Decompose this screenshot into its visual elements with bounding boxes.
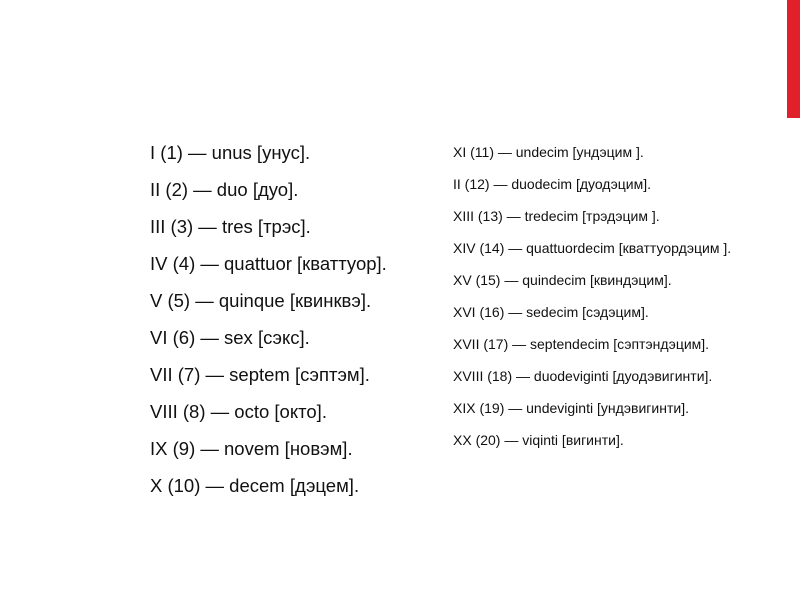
list-item: XX (20) — viqinti [вигинти]. bbox=[453, 432, 624, 448]
list-item: I (1) — unus [унус]. bbox=[150, 142, 311, 163]
list-item: XVIII (18) — duodeviginti [дуодэвигинти]. bbox=[453, 368, 713, 384]
list-item: XIV (14) — quattuordecim [кваттуордэцим ]. bbox=[453, 240, 732, 256]
list-item: VII (7) — septem [сэптэм]. bbox=[150, 364, 370, 385]
list-item: IV (4) — quattuor [кваттуор]. bbox=[150, 253, 387, 274]
list-item: XV (15) — quindecim [квиндэцим]. bbox=[453, 272, 672, 288]
list-item: X (10) — decem [дэцем]. bbox=[150, 475, 360, 496]
list-item: VI (6) — sex [сэкс]. bbox=[150, 327, 310, 348]
numerals-list-1-10 bbox=[150, 141, 450, 511]
list-item: II (2) — duo [дуо]. bbox=[150, 179, 299, 200]
accent-bar bbox=[787, 0, 800, 118]
list-item: XVII (17) — septendecim [сэптэндэцим]. bbox=[453, 336, 710, 352]
list-item: III (3) — tres [трэс]. bbox=[150, 216, 311, 237]
list-item: XVI (16) — sedecim [сэдэцим]. bbox=[453, 304, 649, 320]
list-item: XIX (19) — undeviginti [ундэвигинти]. bbox=[453, 400, 689, 416]
numerals-list-11-20 bbox=[453, 142, 753, 462]
list-item: VIII (8) — octo [окто]. bbox=[150, 401, 327, 422]
list-item: V (5) — quinque [квинквэ]. bbox=[150, 290, 372, 311]
list-item: IX (9) — novem [новэм]. bbox=[150, 438, 353, 459]
list-item: XIII (13) — tredecim [трэдэцим ]. bbox=[453, 208, 660, 224]
list-item: XI (11) — undecim [ундэцим ]. bbox=[453, 144, 644, 160]
list-item: II (12) — duodecim [дуодэцим]. bbox=[453, 176, 652, 192]
